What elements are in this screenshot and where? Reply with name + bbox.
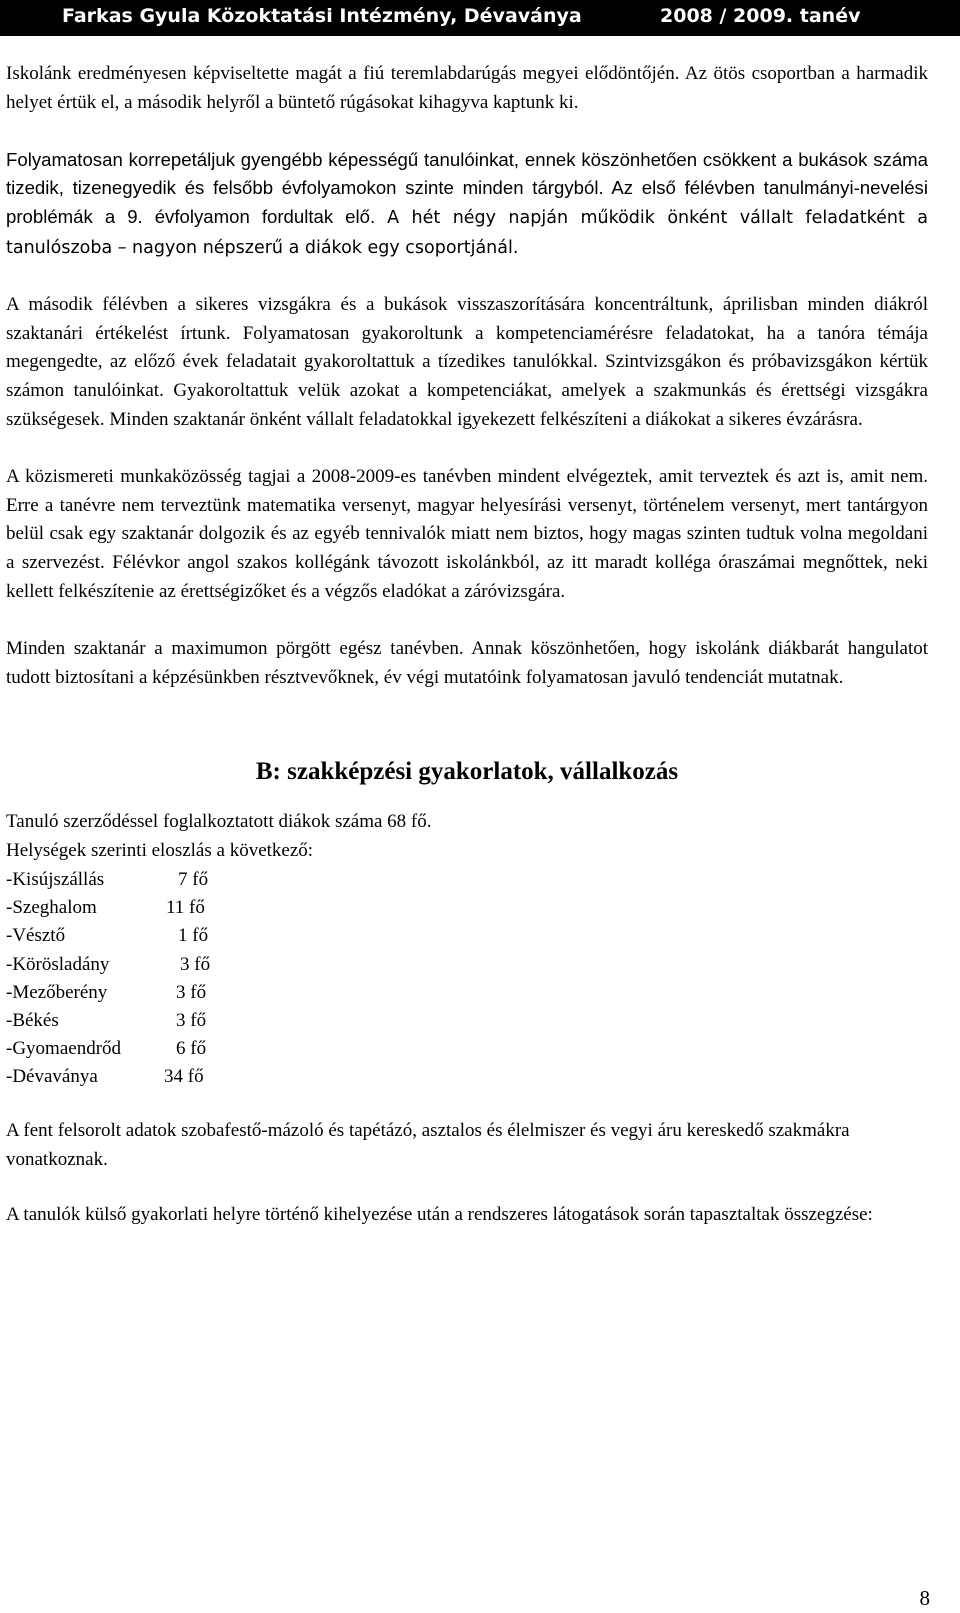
distribution-list: [6, 866, 928, 1092]
count: 3 fő: [176, 1009, 207, 1031]
city: -Dévaványa: [6, 1066, 98, 1088]
city: -Vésztő: [6, 925, 66, 947]
page-header: [0, 0, 960, 36]
section-b-title: B: szakképzési gyakorlatok, vállalkozás: [255, 758, 679, 786]
list-item: [6, 1007, 928, 1035]
city: -Békés: [6, 1009, 59, 1031]
paragraph-football: Iskolánk eredményesen képviseltette magát a fiú teremlabdarúgás megyei elődöntőjén. Az ötös csoportban a harmadik helyet értük el, a második helyről a büntető rúgásokat kihagyva kaptunk ki.: [6, 63, 928, 113]
list-item: [6, 866, 928, 894]
paragraph-tutoring: [6, 146, 928, 263]
count: 3 fő: [176, 981, 207, 1003]
section-b-body: [6, 808, 928, 1229]
city: -Gyomaendrőd: [6, 1038, 122, 1060]
city: -Körösladány: [6, 953, 110, 975]
list-item: [6, 951, 928, 979]
student-count: Tanuló szerződéssel foglalkoztatott diákok száma 68 fő.: [6, 811, 432, 833]
city: -Mezőberény: [6, 981, 108, 1003]
count: 7 fő: [178, 868, 209, 890]
city: -Szeghalom: [6, 897, 97, 919]
list-item: [6, 979, 928, 1007]
document-body: [6, 60, 928, 1230]
paragraph-general-subjects: A közismereti munkaközösség tagjai a 2008-2009-es tanévben mindent elvégeztek, amit terveztek és azt is, amit nem. Erre a tanévre nem terveztünk matematika versenyt, magyar helyesírási versenyt, történelem versenyt, mert tantárgyon belül csak egy szaktanár dolgozik és az egyéb tennivalók miatt nem biztos, hogy magas szinten tudtuk volna megoldani a szervezést. Félévkor angol szakos kollégánk távozott iskolánkból, az itt maradt kollégа óraszámai megnőttek, neki kellett felkészítenie az érettségizőket és a végzős eladókat a záróvizsgára.: [6, 465, 928, 602]
city: -Kisújszállás: [6, 868, 105, 890]
distribution-intro: Helységek szerinti eloszlás a következő:: [6, 840, 314, 862]
school-year: 2008 / 2009. tanév: [660, 5, 861, 27]
tutoring-text: Folyamatosan korrepetáljuk gyengébb képességű tanulóinkat, ennek köszönhetően csökkent a bukások száma tizedik, tizenegyedik és felsőbb évfolyamokon szinte minden tárgyból. Az első félévben tanulmányi-nevelési problémák a 9. évfolyamon fordultak elő.: [6, 148, 928, 228]
list-item: [6, 922, 928, 950]
paragraph-teachers: Minden szaktanár a maximumon pörgött egész tanévben. Annak köszönhetően, hogy iskolánk diákbarát hangulatot tudott biztosítani a képzésünkben résztvevőknek, év végi mutatóink folyamatosan javuló tendenciát mutatnak.: [6, 637, 928, 688]
count: 1 fő: [178, 925, 209, 947]
count: 11 fő: [166, 897, 205, 919]
page-number: 8: [919, 1586, 930, 1610]
count: 34 fő: [164, 1066, 204, 1088]
count: 6 fő: [176, 1038, 207, 1060]
trades-note: A fent felsorolt adatok szobafestő-mázoló és tapétázó, asztalos és élelmiszer és vegyi áru kereskedő szakmákra vonatkoznak.: [6, 1120, 850, 1171]
count: 3 fő: [180, 953, 211, 975]
list-item: [6, 894, 928, 922]
study-room-text: A hét négy napján működik önként vállalt feladatként a tanulószoba – nagyon népszerű a diákok egy csoportjánál.: [6, 208, 929, 258]
list-item: [6, 1063, 928, 1091]
list-item: [6, 1035, 928, 1063]
tutoring-block: [6, 146, 928, 263]
paragraph-second-semester: A második félévben a sikeres vizsgákra és a bukások visszaszorítására koncentráltunk, áprilisban minden diákról szaktanári értékelést írtunk. Folyamatosan gyakoroltunk a kompetenciamérésre feladatokat, ha a tanóra témája megengedte, az előző évek feladatait gyakoroltattuk a tízedikes tanulókkal. Szintvizsgákon és próbavizsgákon kértük számon tanulóinkat. Gyakoroltattuk velük azokat a kompetenciákat, amelyek a szakmunkás és érettségi vizsgákra szükségesek. Minden szaktanár önként vállalt feladatokkal igyekezett felkészíteni a diákokat a sikeres évzárásra.: [6, 293, 928, 430]
visits-summary-intro: A tanulók külső gyakorlati helyre történő kihelyezése után a rendszeres látogatások során tapasztaltak összegzése:: [6, 1204, 873, 1226]
institution-name: Farkas Gyula Közoktatási Intézmény, Dévaványa: [62, 5, 582, 27]
